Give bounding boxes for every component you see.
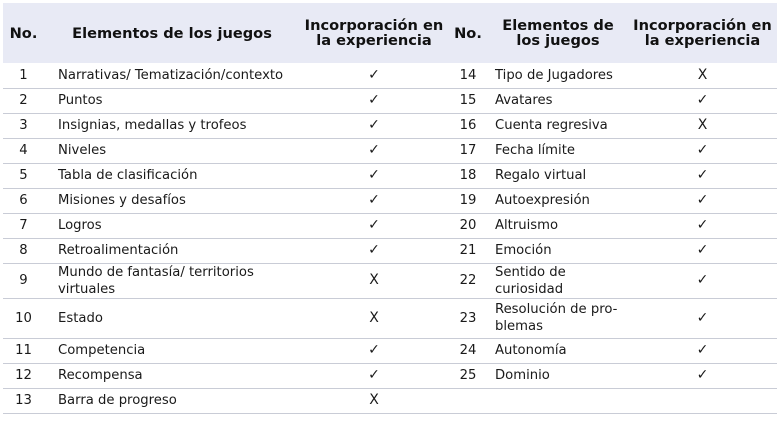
incorporation-mark: ✓ <box>300 238 448 263</box>
element-name: Niveles <box>44 138 300 163</box>
element-name: Recompensa <box>44 363 300 388</box>
row-number-right: 20 <box>448 213 488 238</box>
table-body <box>3 63 777 413</box>
game-elements-table <box>3 3 777 414</box>
incorporation-mark-right: ✓ <box>628 88 777 113</box>
incorporation-mark: X <box>300 388 448 413</box>
element-name-right <box>488 188 628 213</box>
element-name-right-text: Fecha límite <box>495 143 575 158</box>
incorporation-mark: ✓ <box>300 188 448 213</box>
element-name: Insignias, medallas y trofeos <box>44 113 300 138</box>
table-header <box>3 3 777 63</box>
incorporation-mark: X <box>300 263 448 298</box>
header-elementos-right: Elementos de los juegos <box>502 17 614 49</box>
row-number: 11 <box>3 338 44 363</box>
incorporation-mark-right: ✓ <box>628 138 777 163</box>
incorporation-mark: ✓ <box>300 338 448 363</box>
header-incorporacion-right: Incorporación en la experiencia <box>633 17 772 49</box>
incorporation-mark: X <box>300 298 448 338</box>
incorporation-mark-right: ✓ <box>628 163 777 188</box>
header-elementos: Elementos de los juegos <box>72 24 272 42</box>
row-number-right: 19 <box>448 188 488 213</box>
element-name-right-text: Altruismo <box>495 218 559 233</box>
incorporation-mark: ✓ <box>300 63 448 88</box>
row-number: 7 <box>3 213 44 238</box>
element-name: Misiones y desafíos <box>44 188 300 213</box>
row-number-right: 15 <box>448 88 488 113</box>
element-name: Logros <box>44 213 300 238</box>
row-number: 6 <box>3 188 44 213</box>
header-no-right: No. <box>454 24 482 42</box>
element-name-right <box>488 338 628 363</box>
element-name-right-text: Avatares <box>495 93 553 108</box>
row-number-right: 17 <box>448 138 488 163</box>
element-name-right <box>488 298 628 338</box>
row-number-right: 23 <box>448 298 488 338</box>
element-name: Retroalimentación <box>44 238 300 263</box>
incorporation-mark-right: ✓ <box>628 263 777 298</box>
incorporation-mark-right <box>628 388 777 413</box>
row-number: 8 <box>3 238 44 263</box>
incorporation-mark: ✓ <box>300 138 448 163</box>
header-row <box>3 3 777 63</box>
row-number: 2 <box>3 88 44 113</box>
element-name-right <box>488 113 628 138</box>
incorporation-mark: ✓ <box>300 213 448 238</box>
table-row <box>3 188 777 213</box>
row-number: 4 <box>3 138 44 163</box>
row-number: 1 <box>3 63 44 88</box>
row-number-right: 16 <box>448 113 488 138</box>
header-incorporacion: Incorporación en la experiencia <box>304 17 444 49</box>
incorporation-mark-right: ✓ <box>628 188 777 213</box>
table-row <box>3 163 777 188</box>
table-row <box>3 213 777 238</box>
table-row <box>3 88 777 113</box>
row-number: 9 <box>3 263 44 298</box>
element-name-right <box>488 213 628 238</box>
incorporation-mark-right: X <box>628 113 777 138</box>
incorporation-mark-right: ✓ <box>628 338 777 363</box>
element-name: Narrativas/ Tematización/contexto <box>44 63 300 88</box>
element-name-right <box>488 88 628 113</box>
row-number-right: 25 <box>448 363 488 388</box>
row-number: 10 <box>3 298 44 338</box>
table-row <box>3 238 777 263</box>
row-number: 12 <box>3 363 44 388</box>
element-name: Puntos <box>44 88 300 113</box>
table-row <box>3 388 777 413</box>
element-name-right-text: Dominio <box>495 368 550 383</box>
element-name-right-text: Autoexpresión <box>495 193 590 208</box>
element-name-right-text: Sentido de curiosidad <box>495 264 566 297</box>
table-row <box>3 113 777 138</box>
incorporation-mark-right: ✓ <box>628 213 777 238</box>
element-name-right <box>488 163 628 188</box>
table-row <box>3 338 777 363</box>
row-number: 13 <box>3 388 44 413</box>
element-name: Competencia <box>44 338 300 363</box>
incorporation-mark-right: ✓ <box>628 363 777 388</box>
row-number-right: 14 <box>448 63 488 88</box>
element-name-right-text: Emoción <box>495 243 552 258</box>
row-number-right: 22 <box>448 263 488 298</box>
element-name-right-text: Autonomía <box>495 343 567 358</box>
incorporation-mark: ✓ <box>300 163 448 188</box>
element-name-right <box>488 363 628 388</box>
table-row <box>3 298 777 338</box>
row-number-right <box>448 388 488 413</box>
table-row <box>3 63 777 88</box>
header-no: No. <box>9 24 38 42</box>
element-name-right <box>488 388 628 413</box>
incorporation-mark-right: ✓ <box>628 298 777 338</box>
row-number-right: 24 <box>448 338 488 363</box>
element-name: Mundo de fantasía/ territorios virtuales <box>44 263 300 298</box>
incorporation-mark: ✓ <box>300 363 448 388</box>
incorporation-mark: ✓ <box>300 88 448 113</box>
element-name-right-text: Resolución de pro-blemas <box>495 302 618 334</box>
incorporation-mark-right: X <box>628 63 777 88</box>
element-name: Estado <box>44 298 300 338</box>
table-row <box>3 363 777 388</box>
incorporation-mark: ✓ <box>300 113 448 138</box>
element-name-right-text: Tipo de Jugadores <box>495 67 613 83</box>
element-name: Tabla de clasificación <box>44 163 300 188</box>
element-name-right <box>488 263 628 298</box>
element-name-right <box>488 138 628 163</box>
table-row <box>3 138 777 163</box>
row-number-right: 21 <box>448 238 488 263</box>
element-name-right <box>488 238 628 263</box>
row-number: 5 <box>3 163 44 188</box>
element-name: Barra de progreso <box>44 388 300 413</box>
incorporation-mark-right: ✓ <box>628 238 777 263</box>
row-number: 3 <box>3 113 44 138</box>
element-name-right-text: Regalo virtual <box>495 168 587 183</box>
row-number-right: 18 <box>448 163 488 188</box>
element-name-right-text: Cuenta regresiva <box>495 118 608 133</box>
element-name-right <box>488 63 628 88</box>
table-row <box>3 263 777 298</box>
